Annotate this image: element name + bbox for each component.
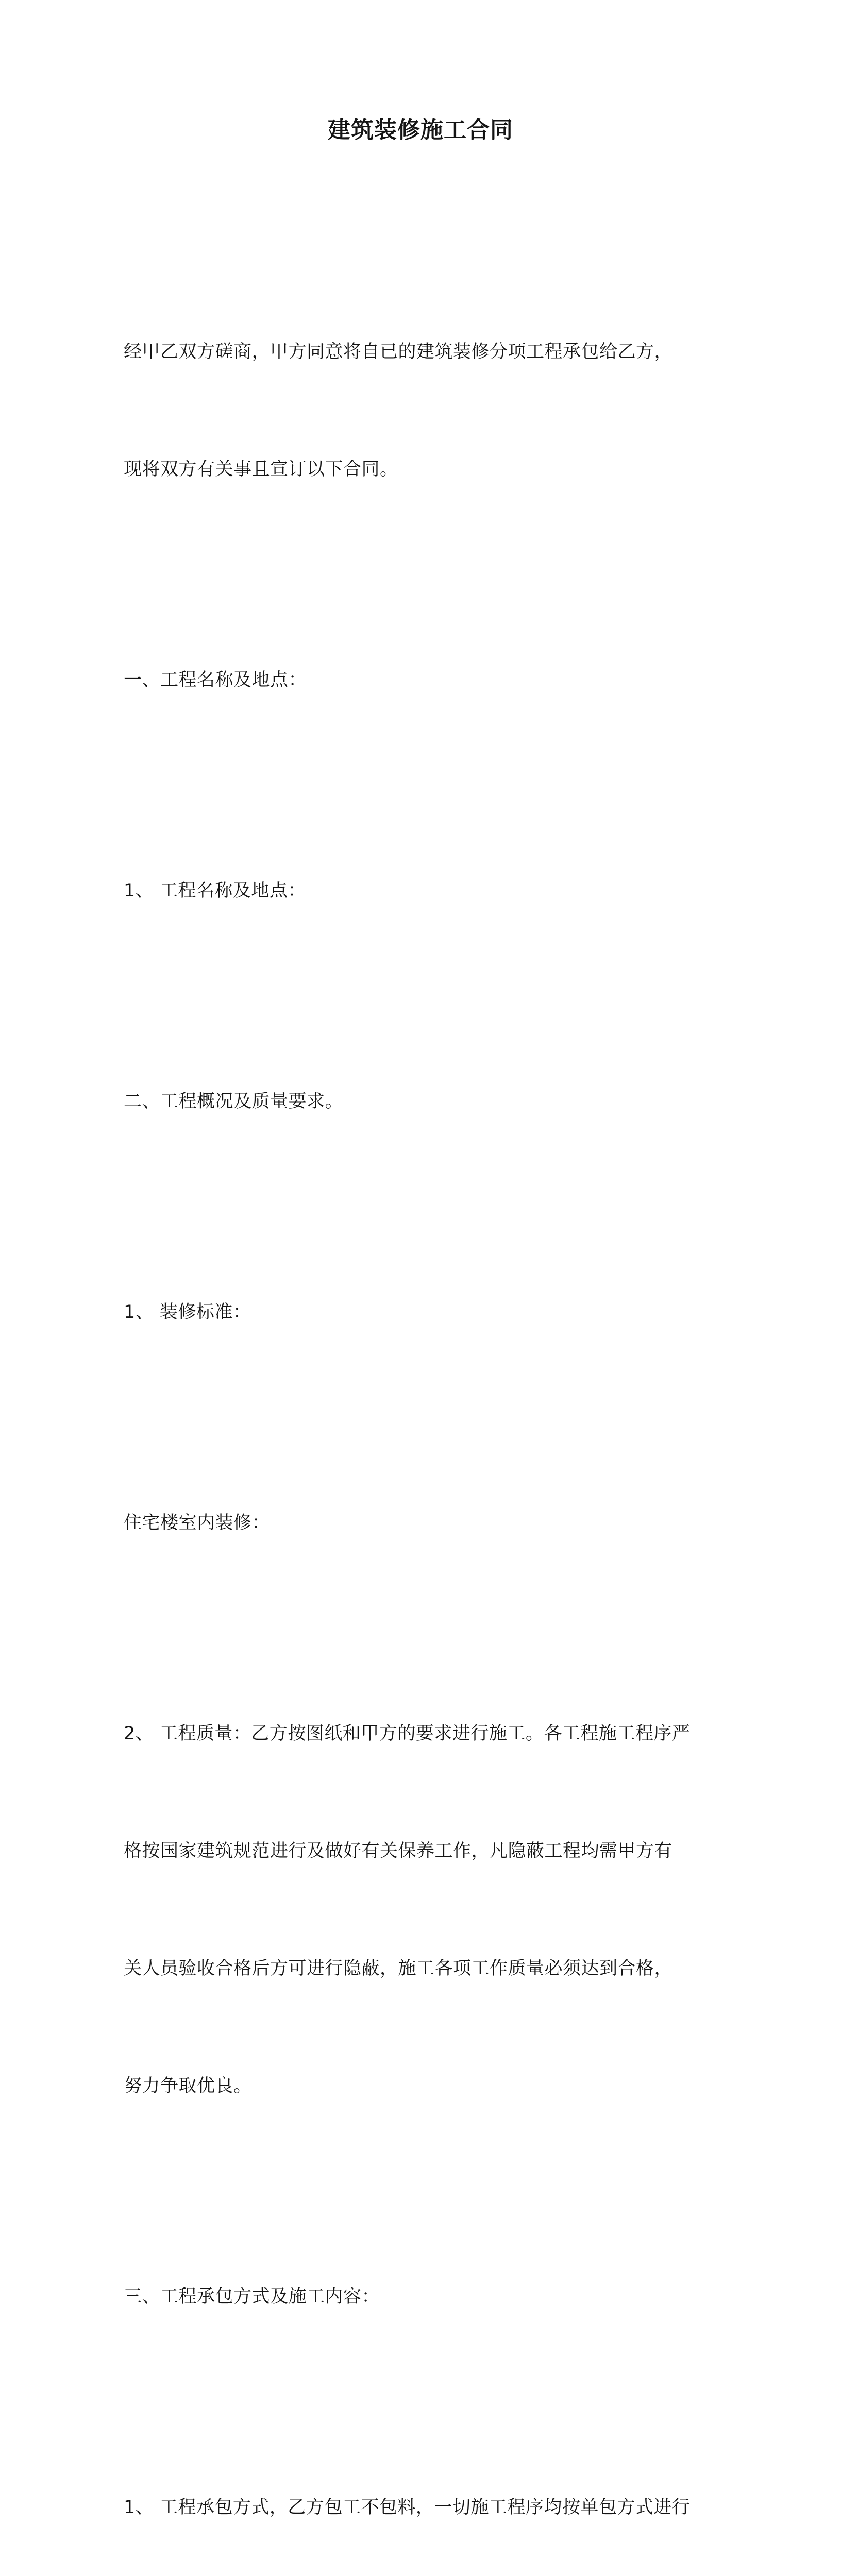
paragraph-line: 格按国家建筑规范进行及做好有关保养工作，凡隐蔽工程均需甲方有 — [124, 1841, 673, 1861]
clause-quality — [124, 1636, 721, 2184]
document-title: 建筑装修施工合同 — [328, 117, 513, 143]
paragraph-line: 努力争取优良。 — [124, 2076, 252, 2096]
document-body — [124, 254, 721, 2576]
clause-item — [124, 1214, 721, 1410]
clause-item — [124, 1425, 721, 1621]
paragraph-line: 2、 工程质量：乙方按图纸和甲方的要求进行施工。各工程施工程序严 — [124, 1723, 691, 1744]
section-heading-3 — [124, 2199, 721, 2395]
section-heading-2 — [124, 1004, 721, 1199]
section-heading-1 — [124, 582, 721, 778]
paragraph-line: 一、工程名称及地点： — [124, 670, 307, 690]
paragraph-line: 关人员验收合格后方可进行隐蔽，施工各项工作质量必须达到合格， — [124, 1958, 673, 1979]
paragraph-line: 三、工程承包方式及施工内容： — [124, 2286, 380, 2307]
clause-contract-method — [124, 2410, 721, 2576]
paragraph-line: 1、 工程名称及地点： — [124, 880, 306, 901]
intro-paragraph — [124, 254, 721, 567]
paragraph-line: 住宅楼室内装修： — [124, 1513, 271, 1533]
paragraph-line: 经甲乙双方磋商，甲方同意将自已的建筑装修分项工程承包给乙方， — [124, 342, 673, 362]
paragraph-line: 二、工程概况及质量要求。 — [124, 1091, 344, 1112]
paragraph-line: 1、 装修标准： — [124, 1302, 251, 1323]
paragraph-line: 现将双方有关事且宣订以下合同。 — [124, 459, 398, 480]
paragraph-line: 1、 工程承包方式，乙方包工不包料，一切施工程序均按单包方式进行 — [124, 2497, 691, 2518]
clause-item — [124, 793, 721, 989]
